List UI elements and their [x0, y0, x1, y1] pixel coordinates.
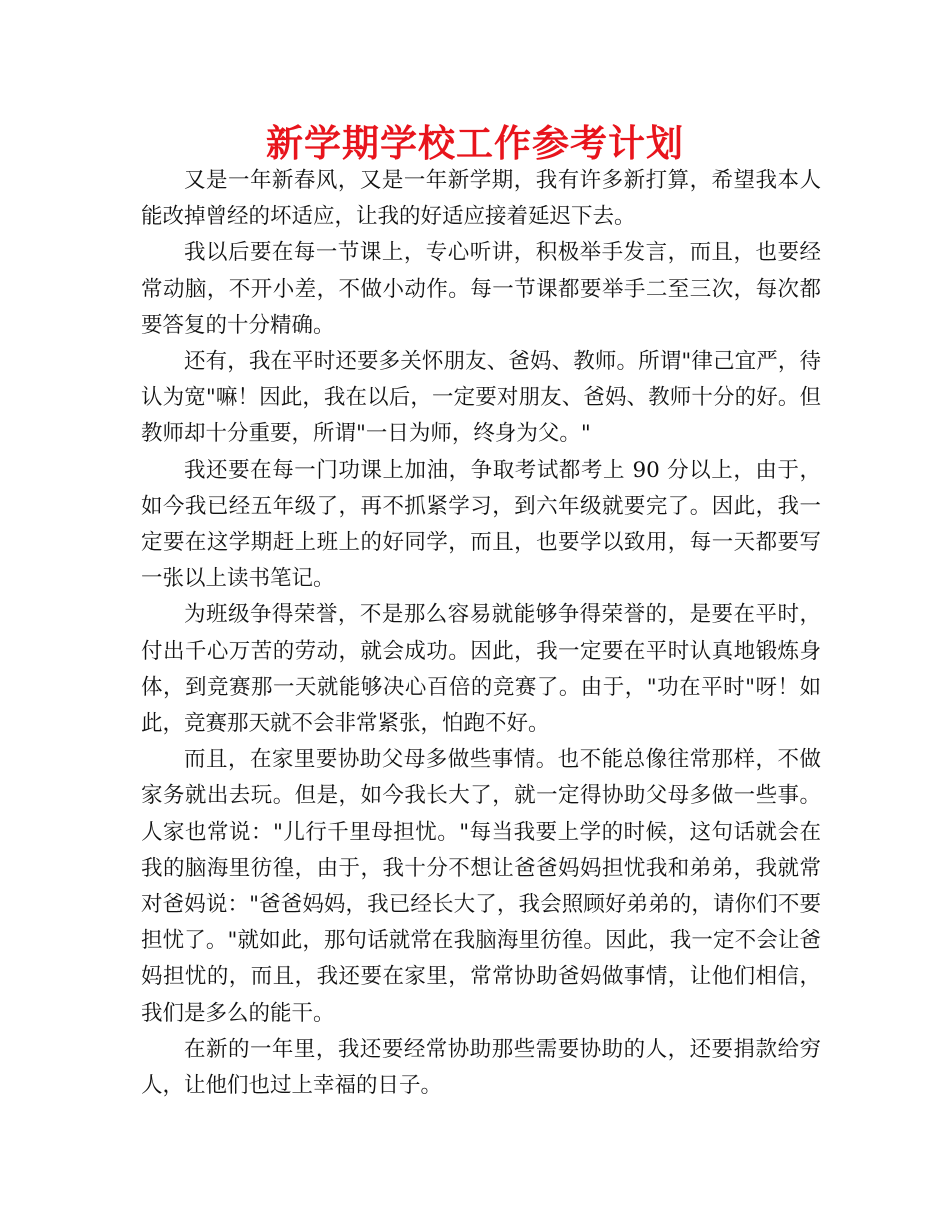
paragraph: 在新的一年里，我还要经常协助那些需要协助的人，还要捐款给穷人，让他们也过上幸福的日子。: [141, 1036, 821, 1099]
paragraph: 我还要在每一门功课上加油，争取考试都考上 90 分以上，由于，如今我已经五年级了，再不抓紧学习，到六年级就要完了。因此，我一定要在这学期赶上班上的好同学，而且，也要学以致用，每一天都要写一张以上读书笔记。: [141, 457, 821, 592]
paragraph: 还有，我在平时还要多关怀朋友、爸妈、教师。所谓"律己宜严，待认为宽"嘛！因此，我在以后，一定要对朋友、爸妈、教师十分的好。但教师却十分重要，所谓"一日为师，终身为父。": [141, 349, 821, 447]
paragraph: 我以后要在每一节课上，专心听讲，积极举手发言，而且，也要经常动脑，不开小差，不做小动作。每一节课都要举手二至三次，每次都要答复的十分精确。: [141, 240, 821, 338]
document-title: 新学期学校工作参考计划: [266, 122, 684, 165]
document-body: [141, 163, 821, 1104]
paragraph: 为班级争得荣誉，不是那么容易就能够争得荣誉的，是要在平时，付出千心万苦的劳动，就会成功。因此，我一定要在平时认真地锻炼身体，到竞赛那一天就能够决心百倍的竞赛了。由于，"功在平时"呀！如此，竞赛那天就不会非常紧张，怕跑不好。: [141, 602, 821, 737]
paragraph: 而且，在家里要协助父母多做些事情。也不能总像往常那样，不做家务就出去玩。但是，如今我长大了，就一定得协助父母多做一些事。人家也常说："儿行千里母担忧。"每当我要上学的时候，这句话就会在我的脑海里彷徨，由于，我十分不想让爸爸妈妈担忧我和弟弟，我就常对爸妈说："爸爸妈妈，我已经长大了，我会照顾好弟弟的，请你们不要担忧了。"就如此，那句话就常在我脑海里彷徨。因此，我一定不会让爸妈担忧的，而且，我还要在家里，常常协助爸妈做事情，让他们相信，我们是多么的能干。: [141, 747, 821, 1026]
paragraph: 又是一年新春风，又是一年新学期，我有许多新打算，希望我本人能改掉曾经的坏适应，让我的好适应接着延迟下去。: [141, 168, 821, 230]
